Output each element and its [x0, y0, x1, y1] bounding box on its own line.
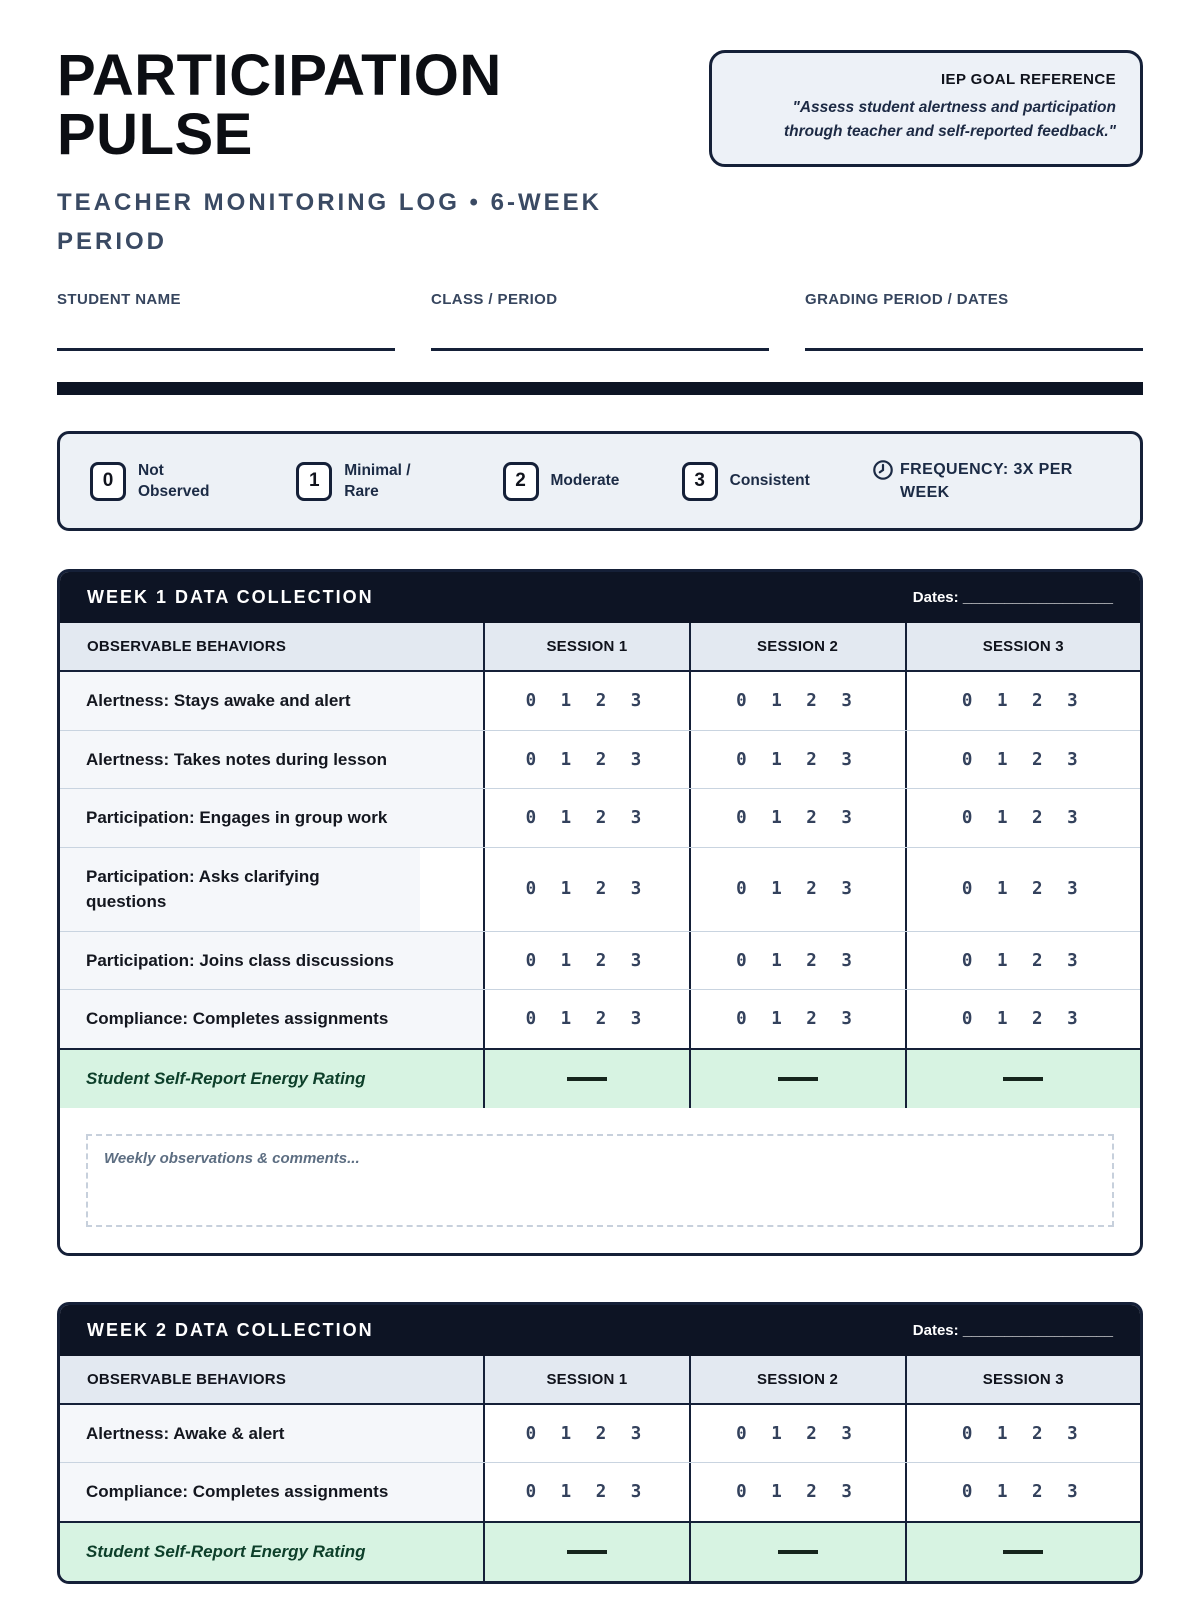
self-report-blank-cell[interactable] [689, 1523, 905, 1581]
rating-cell[interactable]: 0 1 2 3 [689, 932, 905, 990]
week-2-dates[interactable] [913, 1322, 1113, 1339]
self-report-blank-cell[interactable] [905, 1050, 1140, 1108]
legend-item-1 [296, 460, 440, 503]
behavior-label: Compliance: Completes assignments [60, 1463, 483, 1521]
rating-cell[interactable]: 0 1 2 3 [689, 990, 905, 1048]
student-name-blank[interactable] [57, 348, 395, 351]
class-period-blank[interactable] [431, 348, 769, 351]
week-1-header [60, 572, 1140, 623]
week-2-card [57, 1302, 1143, 1584]
table-row [60, 1405, 1140, 1463]
title-block [57, 43, 667, 261]
rating-cell[interactable]: 0 1 2 3 [905, 932, 1140, 990]
comments-box[interactable] [86, 1134, 1114, 1227]
behaviors-column-header: OBSERVABLE BEHAVIORS [87, 638, 287, 656]
week-1-title: WEEK 1 DATA COLLECTION [87, 587, 374, 608]
behavior-label: Alertness: Takes notes during lesson [60, 731, 483, 789]
rating-cell[interactable]: 0 1 2 3 [483, 731, 688, 789]
section-divider-bar [57, 382, 1143, 395]
week-2-column-headers [60, 1356, 1140, 1405]
self-report-row [60, 1048, 1140, 1108]
session-1-column-header: SESSION 1 [483, 623, 688, 670]
behavior-label: Alertness: Stays awake and alert [60, 672, 483, 730]
week-2-title: WEEK 2 DATA COLLECTION [87, 1319, 374, 1340]
session-1-column-header: SESSION 1 [483, 1356, 688, 1403]
rating-cell[interactable]: 0 1 2 3 [483, 932, 688, 990]
page-title [57, 43, 667, 168]
rating-cell[interactable]: 0 1 2 3 [483, 672, 688, 730]
rating-3-label: Consistent [729, 472, 810, 490]
legend-item-0 [90, 460, 234, 503]
week-1-column-headers [60, 623, 1140, 672]
table-row [60, 989, 1140, 1048]
field-student-name [57, 291, 395, 351]
rating-0-label: Not Observed [138, 461, 210, 501]
session-2-column-header: SESSION 2 [689, 623, 905, 670]
field-class-period [431, 291, 769, 351]
frequency-note [872, 458, 1110, 504]
week-1-card [57, 569, 1143, 1256]
rating-blank [1003, 1550, 1043, 1554]
week-1-dates-blank[interactable]: __________________ [962, 589, 1113, 607]
self-report-blank-cell[interactable] [689, 1050, 905, 1108]
week-2-header [60, 1305, 1140, 1356]
iep-goal-box [709, 50, 1143, 167]
title-line-1: PARTICIPATION [57, 43, 502, 108]
rating-blank [567, 1077, 607, 1081]
session-3-column-header: SESSION 3 [905, 623, 1140, 670]
self-report-label: Student Self-Report Energy Rating [60, 1050, 483, 1108]
table-row [60, 931, 1140, 990]
behavior-label: Compliance: Completes assignments [60, 990, 483, 1048]
session-3-column-header: SESSION 3 [905, 1356, 1140, 1403]
rating-cell[interactable]: 0 1 2 3 [905, 731, 1140, 789]
behaviors-column-header: OBSERVABLE BEHAVIORS [87, 1370, 287, 1388]
rating-1-label: Minimal / Rare [344, 461, 411, 501]
session-2-column-header: SESSION 2 [689, 1356, 905, 1403]
rating-cell[interactable]: 0 1 2 3 [905, 1463, 1140, 1521]
self-report-blank-cell[interactable] [905, 1523, 1140, 1581]
table-row [60, 1462, 1140, 1521]
rating-cell[interactable]: 0 1 2 3 [689, 1463, 905, 1521]
rating-cell[interactable]: 0 1 2 3 [905, 672, 1140, 730]
table-row [60, 788, 1140, 847]
rating-blank [778, 1077, 818, 1081]
comments-placeholder: Weekly observations & comments... [104, 1149, 360, 1167]
rating-cell[interactable]: 0 1 2 3 [483, 848, 688, 931]
rating-cell[interactable]: 0 1 2 3 [483, 990, 688, 1048]
week-2-dates-blank[interactable]: __________________ [962, 1321, 1113, 1339]
self-report-blank-cell[interactable] [483, 1523, 688, 1581]
table-row [60, 730, 1140, 789]
rating-cell[interactable]: 0 1 2 3 [689, 731, 905, 789]
rating-cell[interactable]: 0 1 2 3 [483, 1405, 688, 1463]
self-report-blank-cell[interactable] [483, 1050, 688, 1108]
frequency-text: FREQUENCY: 3X PER WEEK [900, 461, 1073, 502]
rating-0-box: 0 [90, 462, 126, 501]
behavior-label: Alertness: Awake & alert [60, 1405, 483, 1463]
rating-cell[interactable]: 0 1 2 3 [689, 789, 905, 847]
class-period-label: CLASS / PERIOD [431, 291, 558, 309]
legend-item-3 [682, 462, 810, 501]
student-name-label: STUDENT NAME [57, 291, 181, 309]
rating-blank [778, 1550, 818, 1554]
legend-item-2 [503, 462, 620, 501]
rating-cell[interactable]: 0 1 2 3 [483, 1463, 688, 1521]
behavior-label: Participation: Engages in group work [60, 789, 483, 847]
rating-3-box: 3 [682, 462, 718, 501]
rating-cell[interactable]: 0 1 2 3 [689, 1405, 905, 1463]
student-info-fields [57, 291, 1143, 351]
table-row [60, 672, 1140, 730]
iep-goal-label: IEP GOAL REFERENCE [940, 71, 1116, 88]
rating-cell[interactable]: 0 1 2 3 [905, 848, 1140, 931]
week-1-dates[interactable] [913, 589, 1113, 606]
page-subtitle: TEACHER MONITORING LOG • 6-WEEK PERIOD [57, 189, 602, 255]
rating-legend [57, 431, 1143, 531]
behavior-label: Participation: Joins class discussions [60, 932, 483, 990]
rating-cell[interactable]: 0 1 2 3 [905, 1405, 1140, 1463]
rating-cell[interactable]: 0 1 2 3 [905, 990, 1140, 1048]
behavior-label: Participation: Asks clarifying questions [60, 848, 420, 931]
table-row [60, 847, 1140, 931]
week-2-dates-label: Dates: [912, 1321, 959, 1339]
title-line-2: PULSE [57, 102, 253, 168]
rating-blank [1003, 1077, 1043, 1081]
rating-cell[interactable]: 0 1 2 3 [689, 672, 905, 730]
rating-blank [567, 1550, 607, 1554]
header [57, 43, 1143, 261]
week-1-comments-area [60, 1108, 1140, 1253]
rating-2-label: Moderate [550, 472, 620, 490]
rating-cell[interactable]: 0 1 2 3 [689, 848, 905, 931]
rating-1-box: 1 [296, 462, 332, 501]
rating-cell[interactable]: 0 1 2 3 [905, 789, 1140, 847]
clock-icon [872, 459, 894, 481]
field-grading-period [805, 291, 1143, 351]
self-report-label: Student Self-Report Energy Rating [60, 1523, 483, 1581]
grading-period-label: GRADING PERIOD / DATES [805, 291, 1009, 309]
week-1-dates-label: Dates: [912, 589, 959, 607]
iep-goal-quote: "Assess student alertness and participation through teacher and self-reported feedback." [783, 99, 1116, 141]
grading-period-blank[interactable] [805, 348, 1143, 351]
rating-2-box: 2 [503, 462, 539, 501]
rating-cell[interactable]: 0 1 2 3 [483, 789, 688, 847]
self-report-row [60, 1521, 1140, 1581]
